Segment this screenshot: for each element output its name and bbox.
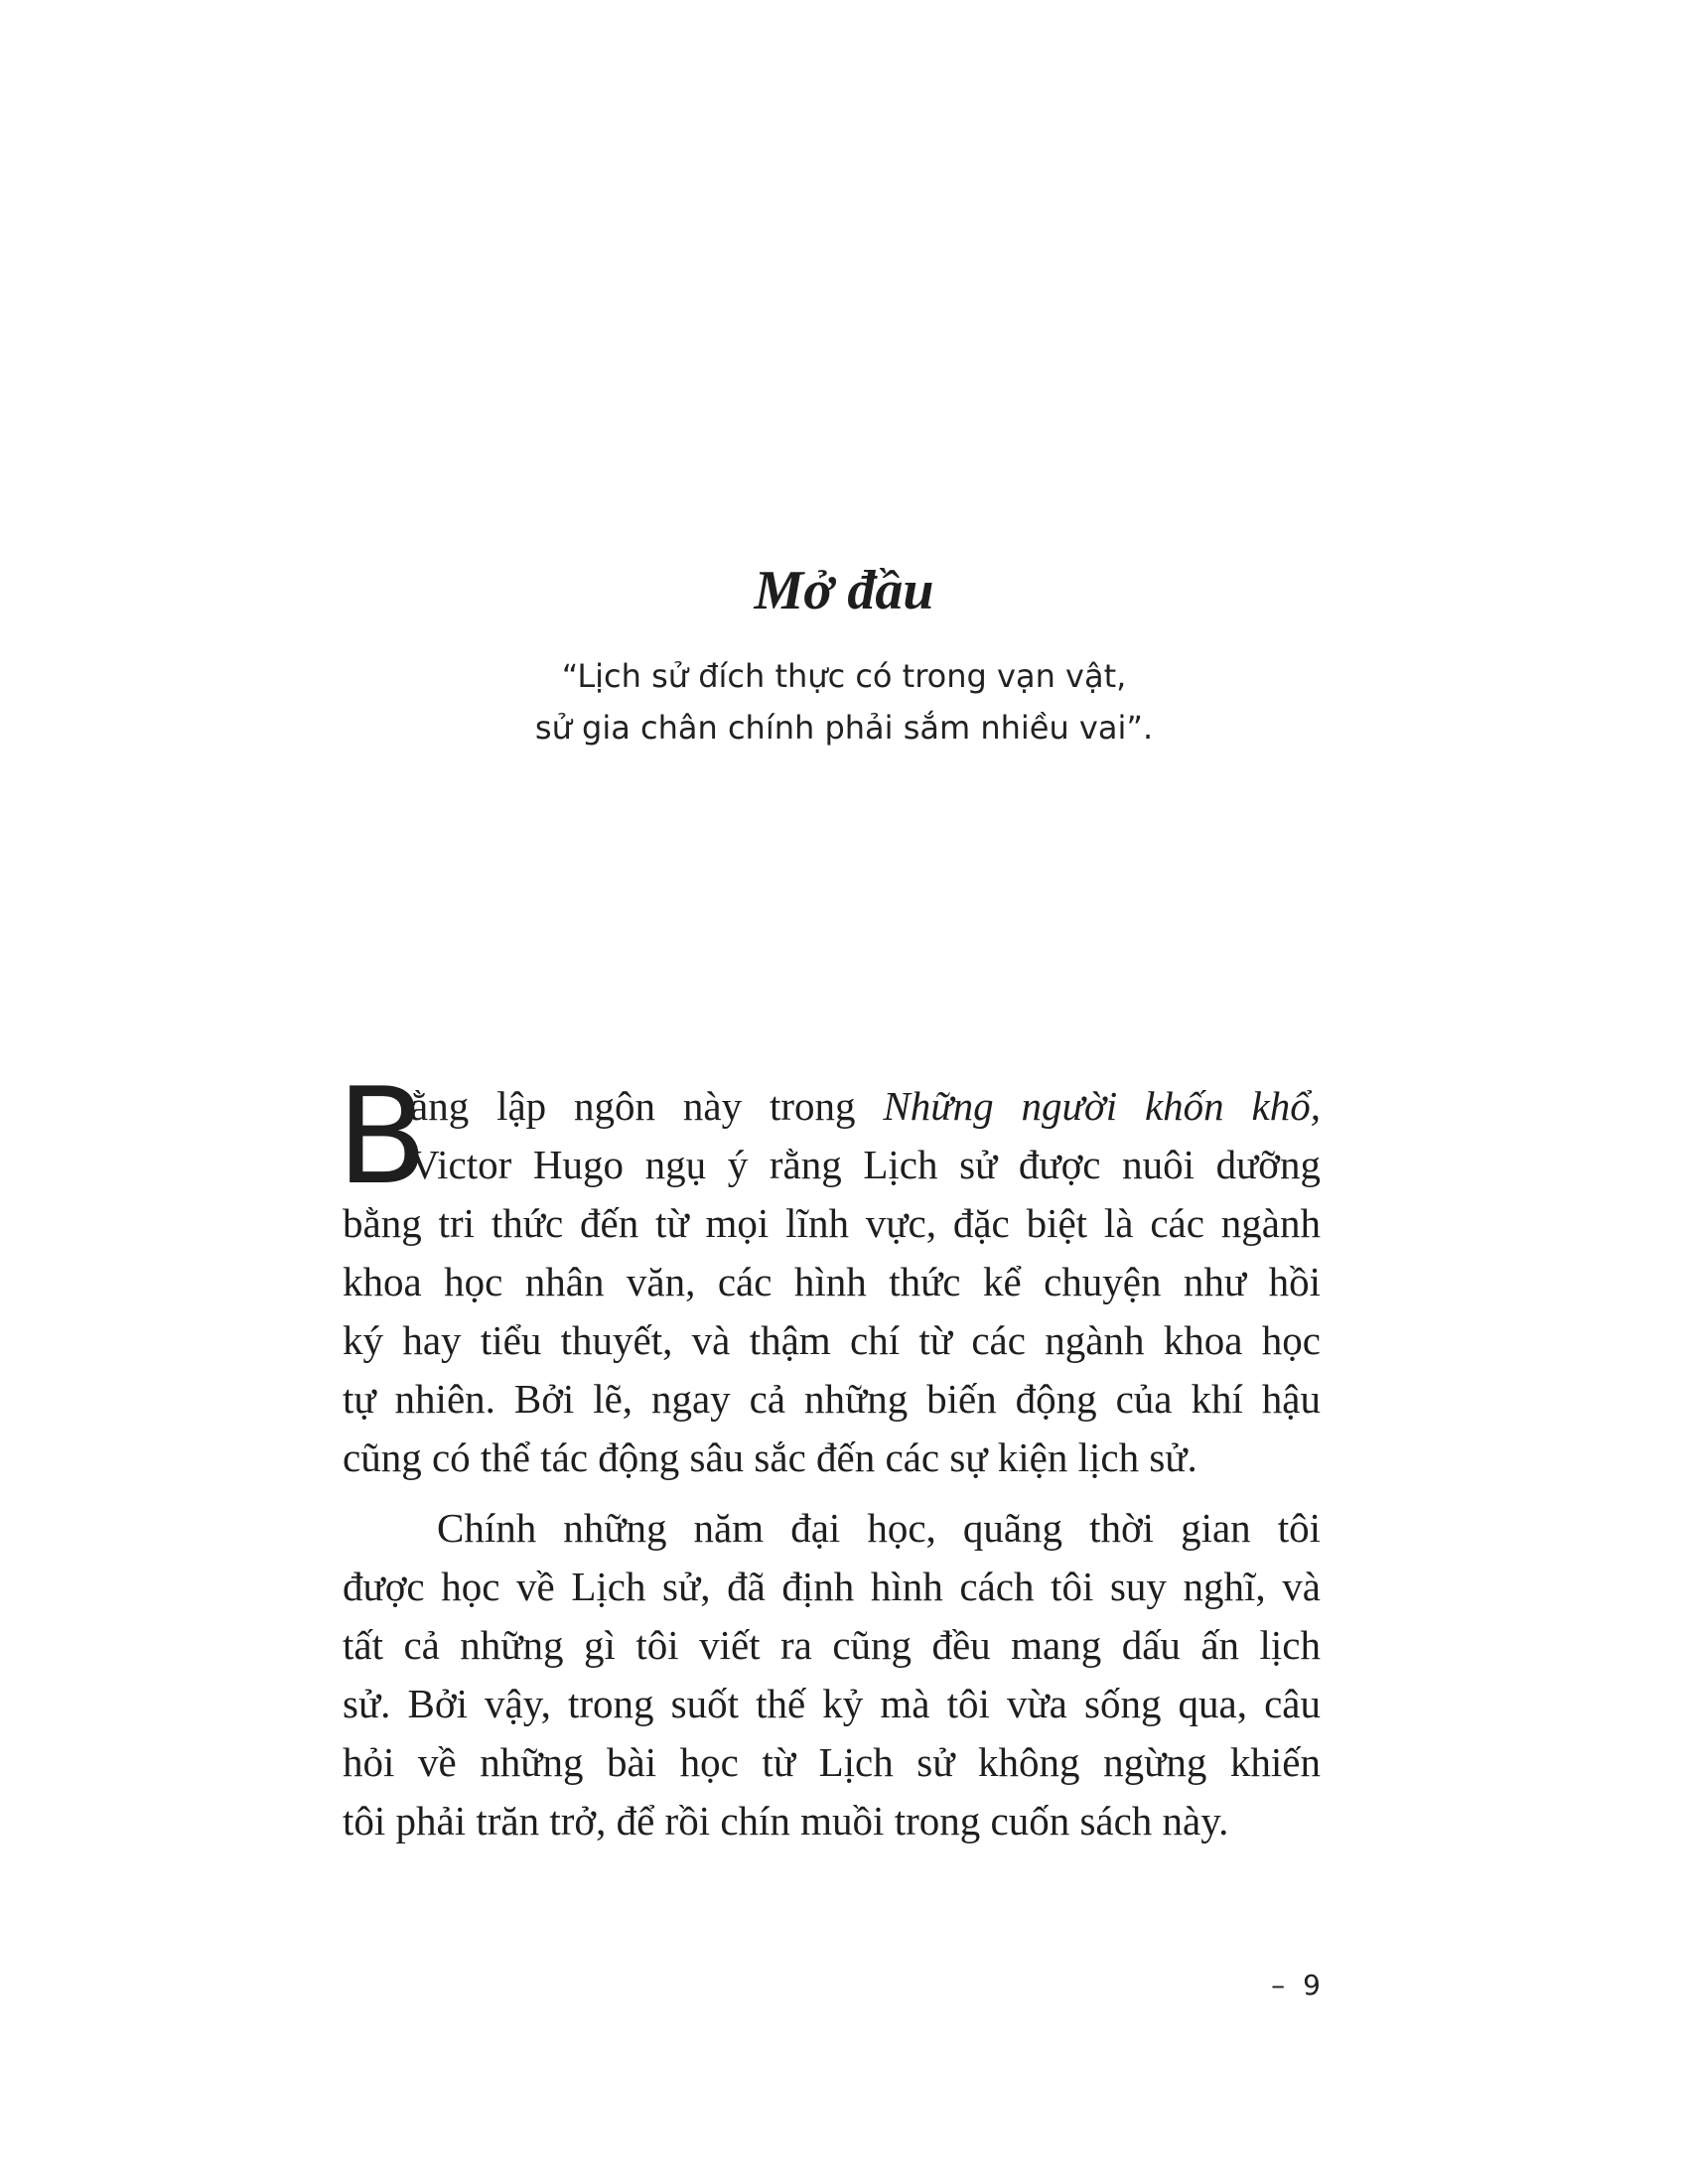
paragraph-line: được học về Lịch sử, đã định hình cách tôi suy nghĩ, và	[343, 1564, 1321, 1609]
paragraph-line: bằng tri thức đến từ mọi lĩnh vực, đặc biệt là các ngành	[343, 1200, 1321, 1246]
page-number-dash: –	[1271, 1969, 1286, 2001]
paragraph-line: sử. Bởi vậy, trong suốt thế kỷ mà tôi vừa sống qua, câu	[343, 1681, 1321, 1726]
drop-cap: B	[337, 1059, 428, 1214]
page-number	[1271, 1969, 1321, 2001]
paragraph-line: cũng có thể tác động sâu sắc đến các sự kiện lịch sử.	[343, 1434, 1197, 1480]
paragraph-line: tôi phải trăn trở, để rồi chín muồi trong cuốn sách này.	[343, 1798, 1229, 1843]
paragraph-line: ký hay tiểu thuyết, và thậm chí từ các ngành khoa học	[343, 1317, 1321, 1363]
epigraph-line: “Lịch sử đích thực có trong vạn vật,	[561, 657, 1127, 695]
body-text	[337, 1059, 1321, 1850]
paragraph-2	[343, 1499, 1321, 1850]
paragraph-line: tự nhiên. Bởi lẽ, ngay cả những biến động của khí hậu	[343, 1376, 1321, 1422]
paragraph-line: tất cả những gì tôi viết ra cũng đều mang dấu ấn lịch	[343, 1622, 1321, 1668]
paragraph-line: khoa học nhân văn, các hình thức kể chuyện như hồi	[343, 1259, 1321, 1304]
paragraph-line	[343, 1077, 1321, 1136]
line-text: ằng lập ngôn này trong	[410, 1083, 884, 1129]
epigraph-line: sử gia chân chính phải sắm nhiều vai”.	[534, 709, 1154, 747]
paragraph-1	[337, 1059, 1321, 1487]
chapter-title: Mở đầu	[754, 560, 934, 621]
page-number-value: 9	[1303, 1969, 1321, 2001]
paragraph-line: hỏi về những bài học từ Lịch sử không ngừng khiến	[343, 1739, 1321, 1785]
paragraph-line: Victor Hugo ngụ ý rằng Lịch sử được nuôi dưỡng	[410, 1142, 1321, 1187]
paragraph-line: Chính những năm đại học, quãng thời gian tôi	[437, 1505, 1321, 1551]
book-title-italic: Những người khốn khổ,	[883, 1083, 1321, 1129]
epigraph	[0, 650, 1688, 753]
